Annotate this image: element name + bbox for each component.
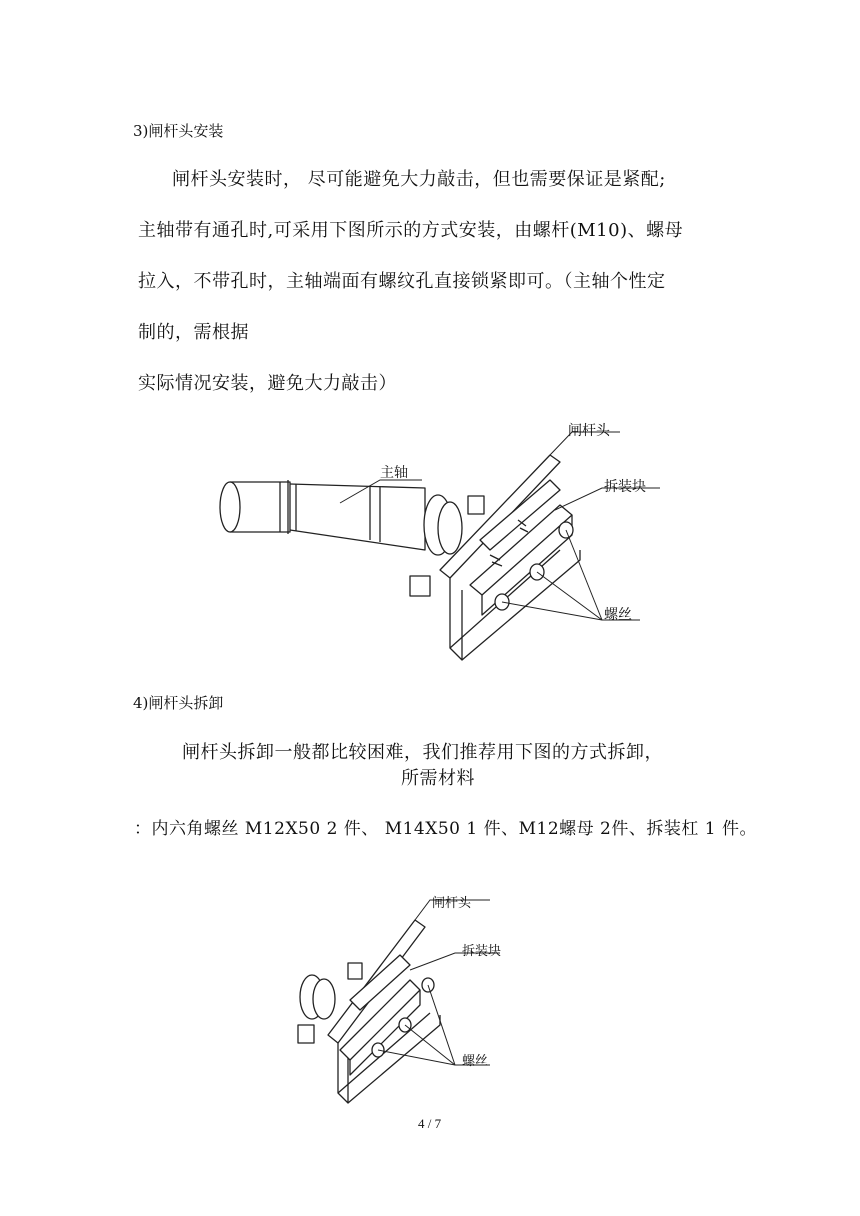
figure-label-head: 闸杆头 (568, 423, 610, 439)
paragraph-line: 所需材料 (401, 768, 475, 789)
paragraph-line: 实际情况安装，避免大力敲击） (138, 373, 397, 394)
installation-figure (200, 410, 680, 680)
figure-label-screw: 螺丝 (462, 1054, 489, 1069)
figure-label-block: 拆装块 (604, 479, 646, 495)
paragraph-line: 制的，需根据 (138, 322, 249, 343)
disassembly-figure (290, 885, 530, 1115)
figure-label-screw: 螺丝 (604, 607, 632, 623)
paragraph-line: 闸杆头安装时， 尽可能避免大力敲击，但也需要保证是紧配; (172, 169, 666, 190)
paragraph-line: 主轴带有通孔时,可采用下图所示的方式安装，由螺杆(M10)、螺母 (138, 220, 684, 241)
paragraph-line: 拉入，不带孔时，主轴端面有螺纹孔直接锁紧即可。（主轴个性定 (138, 271, 666, 292)
page-number: 4 / 7 (418, 1116, 442, 1131)
paragraph-line: 闸杆头拆卸一般都比较困难，我们推荐用下图的方式拆卸， (182, 742, 663, 763)
paragraph-line: ：内六角螺丝 M12X50 2 件、 M14X50 1 件、M12螺母 2件、拆装杠 1 件。 (134, 819, 757, 839)
section-3-heading: 3)闸杆头安装 (133, 122, 224, 140)
figure-label-shaft: 主轴 (380, 465, 408, 481)
figure-label-head: 闸杆头 (432, 896, 472, 911)
section-4-heading: 4)闸杆头拆卸 (133, 694, 224, 712)
figure-label-block: 拆装块 (462, 944, 502, 959)
